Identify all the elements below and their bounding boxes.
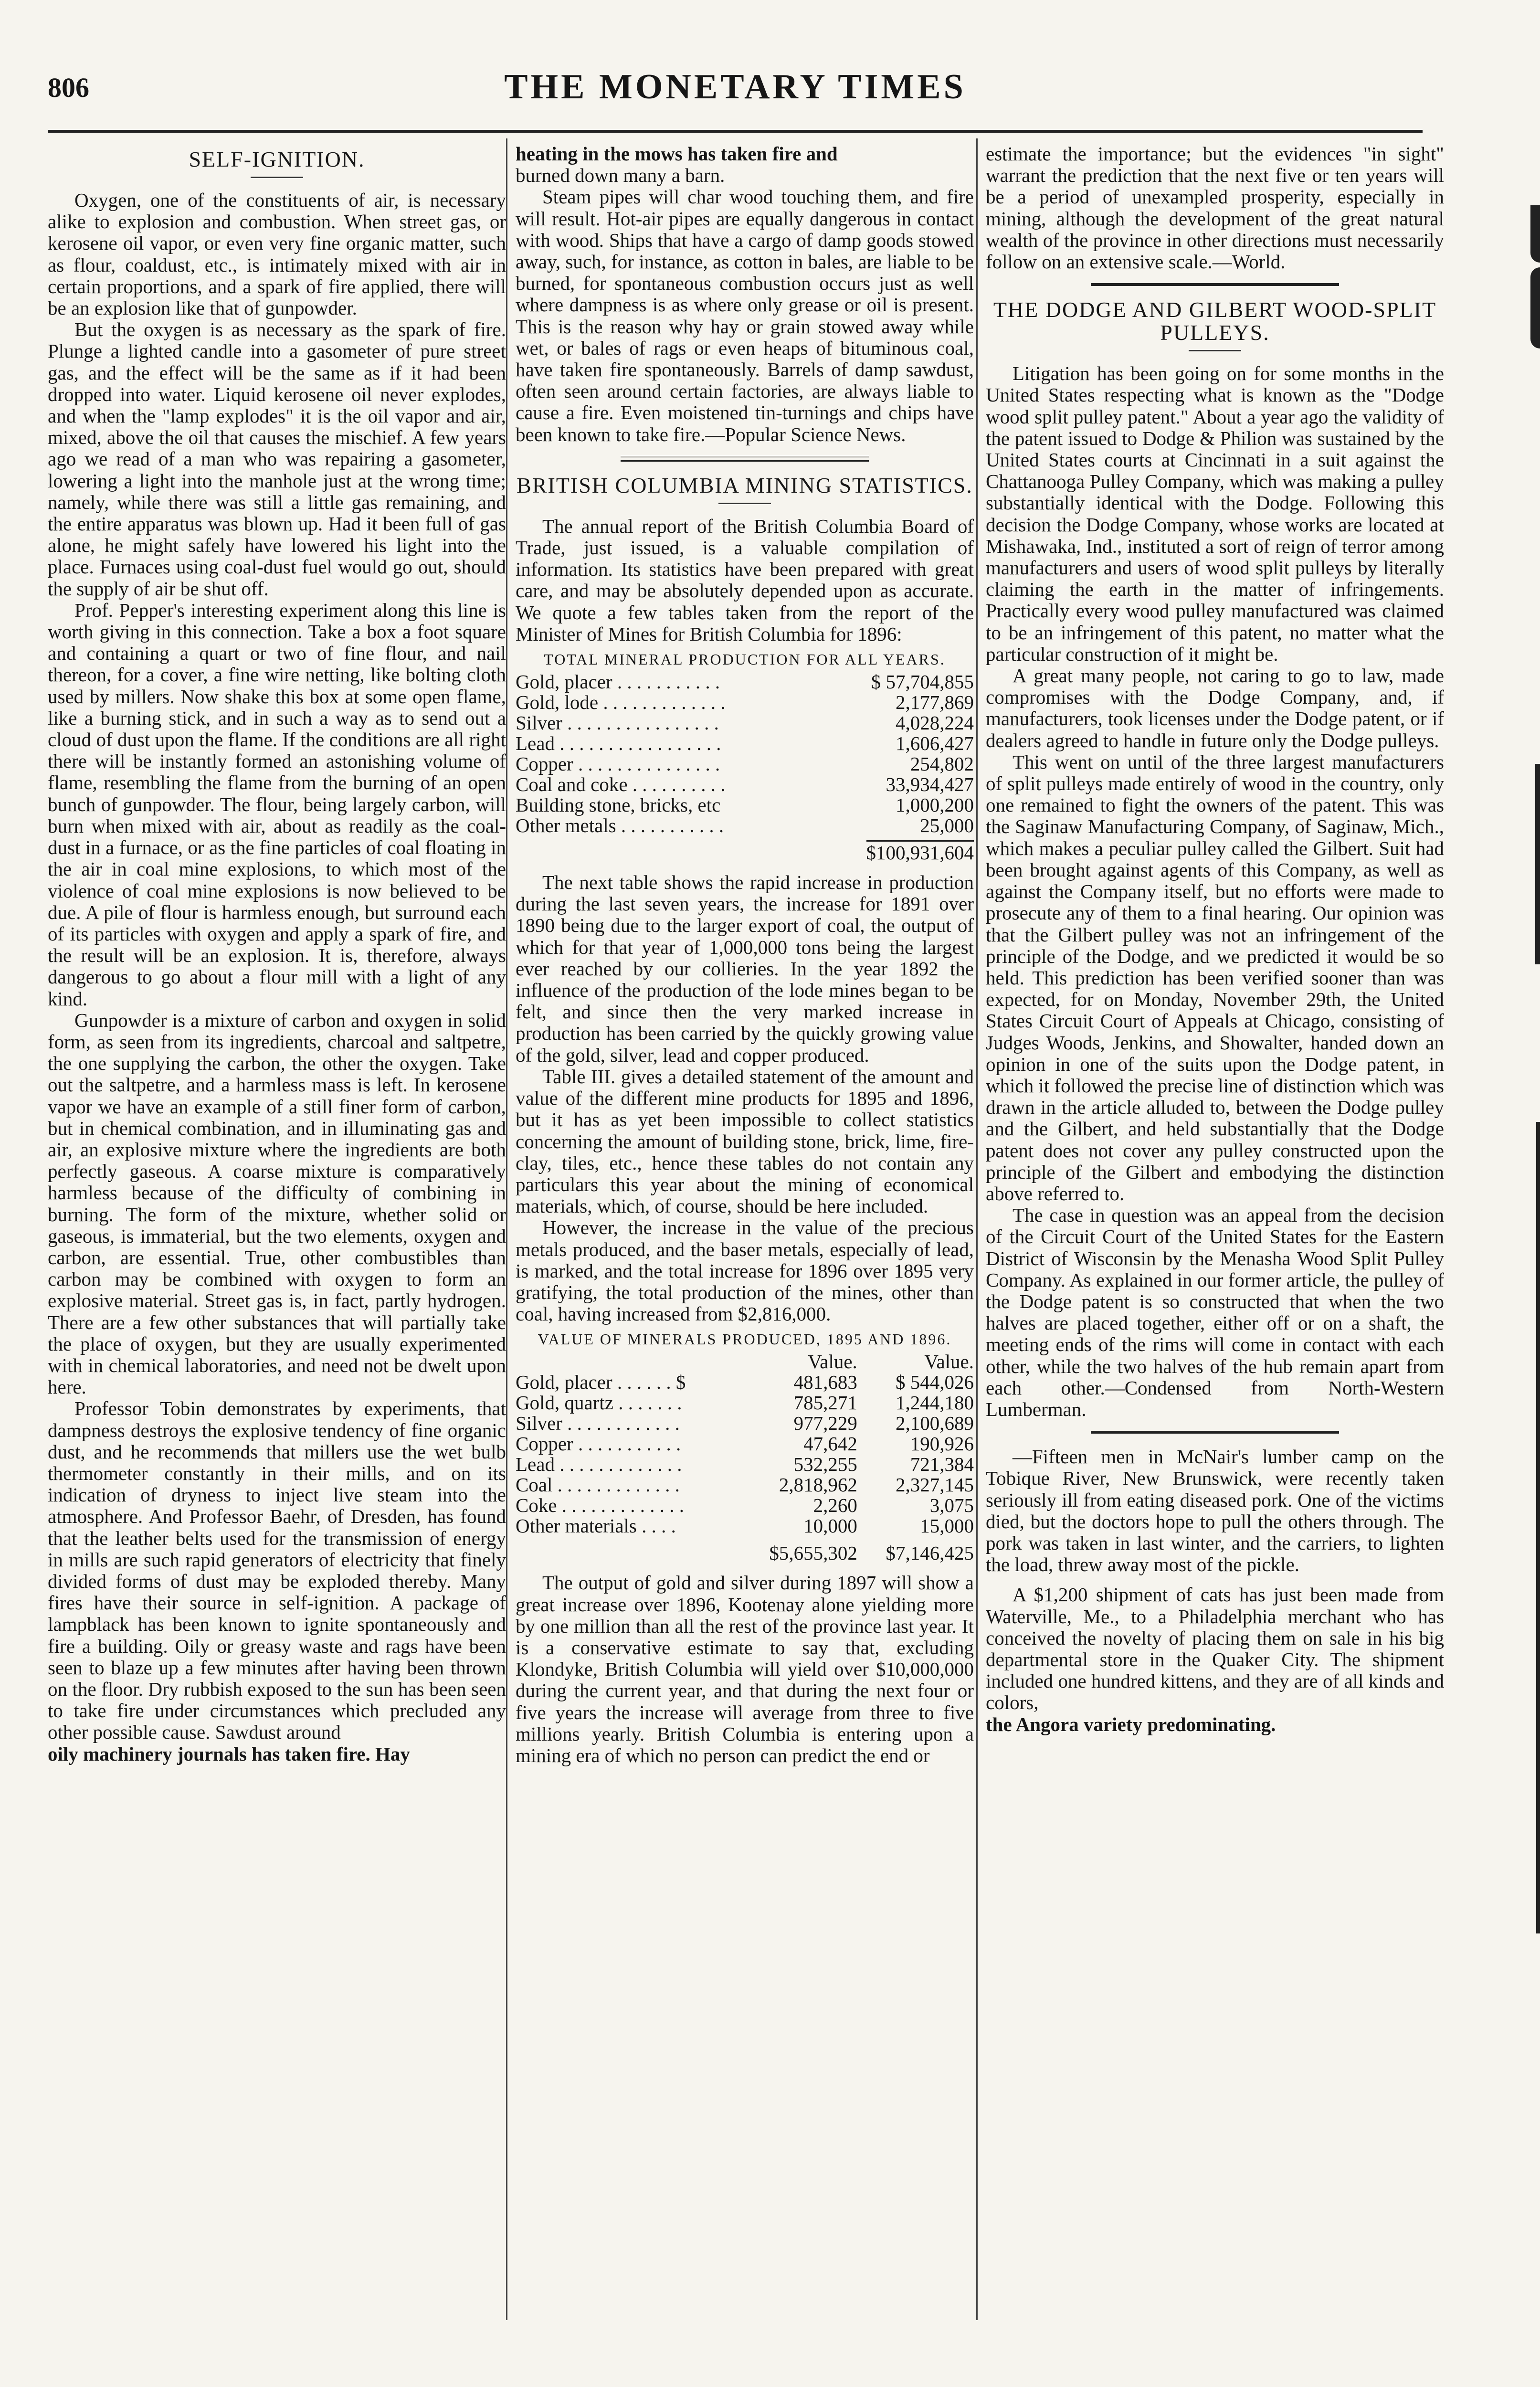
row-value: 1,000,200 xyxy=(896,794,974,816)
news-item: A $1,200 shipment of cats has just been made from Waterville, Me., to a Philadelphia merchant who has conceived the novelty of placing them on sale in his big departmental store in the Quaker City. The shipment included one hundred kittens, and they are of all kinds and colors, xyxy=(986,1584,1444,1714)
title-rule xyxy=(718,503,771,504)
article-title-self-ignition: SELF-IGNITION. xyxy=(189,147,365,171)
row-label: Coal and coke . . . . . . . . . . xyxy=(516,773,726,796)
table-row xyxy=(516,774,974,795)
row-label: Silver . . . . . . . . . . . . xyxy=(516,1412,680,1435)
row-value: 25,000 xyxy=(920,814,974,837)
row-label: Copper . . . . . . . . . . . xyxy=(516,1433,681,1455)
paragraph: The next table shows the rapid increase in production during the last seven years, the increase for 1891 over 1890 being due to the larger export of coal, the output of which for that year of 1,000,000 tons being the largest ever reached by our collieries. In the year 1892 the influence of the production of the lode mines began to be felt, and since then the very marked increase in production has been carried by the quickly growing value of the gold, silver, lead and copper produced. xyxy=(516,871,974,1066)
row-value: 2,327,145 xyxy=(896,1474,974,1496)
table-total: $100,931,604 xyxy=(866,840,974,864)
header-rule xyxy=(48,130,1423,133)
table-row xyxy=(516,1475,974,1495)
scan-edge-mark xyxy=(1535,764,1540,964)
row-label: Coal . . . . . . . . . . . . . xyxy=(516,1474,680,1496)
article-separator xyxy=(1091,283,1339,286)
column-divider-2 xyxy=(976,138,978,2320)
title-rule xyxy=(1189,350,1241,351)
column-2 xyxy=(516,143,974,1766)
table-row xyxy=(516,1413,974,1434)
row-value: 2,100,689 xyxy=(896,1412,974,1435)
paragraph: Table III. gives a detailed statement of the amount and value of the different mine products for 1895 and 1896, but it has as yet been impossible to collect statistics concerning the amount of building stone, brick, lime, fire-clay, tiles, etc., hence these tables do not contain any particulars this year about the mining of economical materials, which, of course, should be here included. xyxy=(516,1065,974,1217)
column-header: Value. xyxy=(808,1351,857,1373)
paragraph: The annual report of the British Columbia Board of Trade, just issued, is a valuable compilation of information. Its statistics have been prepared with great care, and may be absolutely depended upon as accurate. We quote a few tables taken from the report of the Minister of Mines for British Columbia for 1896: xyxy=(516,515,974,645)
article-separator xyxy=(621,456,869,462)
row-label: Copper . . . . . . . . . . . . . . . xyxy=(516,753,720,775)
table-row xyxy=(516,692,974,713)
table-row xyxy=(516,795,974,815)
column-divider-1 xyxy=(506,138,507,2320)
article-title-bc-mining: BRITISH COLUMBIA MINING STATISTICS. xyxy=(517,473,973,497)
table-row xyxy=(516,754,974,774)
row-value: $ 57,704,855 xyxy=(871,671,974,693)
paragraph-continued-bold: oily machinery journals has taken fire. Hay xyxy=(48,1743,410,1765)
row-value: 2,260 xyxy=(813,1494,857,1517)
article-separator xyxy=(1091,1431,1339,1434)
row-value: 4,028,224 xyxy=(896,712,974,734)
row-value: 254,802 xyxy=(910,753,974,775)
table-row xyxy=(516,713,974,733)
table-row xyxy=(516,1393,974,1413)
page-header xyxy=(48,67,1423,129)
row-value: $ 544,026 xyxy=(896,1371,974,1394)
paragraph: Gunpowder is a mixture of carbon and oxygen in solid form, as seen from its ingredients, charcoal and saltpetre, the one supplying the carbon, the other the oxygen. Take out the saltpetre, and a harmless mass is left. In kerosene vapor we have an example of a still finer form of carbon, but in chemical combination, and in illuminating gas and air, an explosive mixture where the ingredients are both perfectly gaseous. A coarse mixture is comparatively harmless because of the difficulty of combining in burning. The form of the mixture, whether solid or gaseous, is immaterial, but the two elements, oxygen and carbon, are essential. True, other combustibles than carbon may be combined with oxygen to form an explosive material. Street gas is, in fact, partly hydrogen. There are a few other substances that will partially take the place of oxygen, but they are usually experimented with in chemical laboratories, and need not be dwelt upon here. xyxy=(48,1009,506,1398)
row-value: 3,075 xyxy=(929,1494,974,1517)
table-row xyxy=(516,1372,974,1393)
scan-edge-mark xyxy=(1530,205,1540,263)
table-total-1895: $5,655,302 xyxy=(769,1542,857,1564)
row-label: Gold, quartz . . . . . . . xyxy=(516,1392,682,1414)
table-caption: VALUE OF MINERALS PRODUCED, 1895 AND 1896. xyxy=(538,1331,952,1348)
row-label: Building stone, bricks, etc xyxy=(516,794,721,816)
table-row xyxy=(516,672,974,692)
table-row xyxy=(516,1454,974,1475)
paragraph: The output of gold and silver during 1897 will show a great increase over 1896, Kootenay alone yielding more by one million than all the rest of the province last year. It is a conservative estimate to say that, excluding Klondyke, British Columbia will yield over $10,000,000 during the current year, and that during the next four or five years the increase will average from three to five millions yearly. British Columbia is entering upon a mining era of which no person can predict the end or xyxy=(516,1572,974,1766)
table-row xyxy=(516,1434,974,1454)
table-caption: TOTAL MINERAL PRODUCTION FOR ALL YEARS. xyxy=(544,651,946,668)
continued-text: estimate the importance; but the evidences "in sight" warrant the prediction that the next five or ten years will be a period of unexampled prosperity, especially in mining, although the development of the great natural wealth of the province in other directions must necessarily follow on an extensive scale.—World. xyxy=(986,143,1444,273)
paragraph: Steam pipes will char wood touching them, and fire will result. Hot-air pipes are equally dangerous in contact with wood. Ships that have a cargo of damp goods stowed away, such, for instance, as cotton in bales, are liable to be burned, for spontaneous combustion occurs just as well where dampness is as where only grease or oil is present. This is the reason why hay or grain stowed away while wet, or bales of rags or even heaps of bituminous coal, have taken fire spontaneously. Barrels of damp sawdust, often seen around certain factories, are always liable to cause a fire. Even moistened tin-turnings and chips have been known to take fire.—Popular Science News. xyxy=(516,186,974,445)
table-row xyxy=(516,733,974,754)
row-label: Other metals . . . . . . . . . . . xyxy=(516,814,724,837)
total-production-table xyxy=(516,672,974,863)
row-value: 190,926 xyxy=(910,1433,974,1455)
row-label: Other materials . . . . xyxy=(516,1515,676,1537)
title-rule xyxy=(251,177,303,178)
page-number: 806 xyxy=(48,72,89,103)
paragraph: This went on until of the three largest manufacturers of split pulleys made entirely of wood in the country, only one remained to fight the owners of the patent. This was the Saginaw Manufacturing Company, of Saginaw, Mich., which makes a peculiar pulley called the Gilbert. Suit had been brought against agents of this Company, as well as against the Company itself, but no efforts were made to prosecute any of them to a final hearing. Our opinion was that the Gilbert pulley was not an infringement of the principle of the Dodge, and we predicted it would be so held. This prediction has been verified sooner than was expected, for on Monday, November 29th, the United States Circuit Court of Appeals at Chicago, consisting of Judges Woods, Jenkins, and Showalter, handed down an opinion in one of the suits upon the Dodge patent, in which it followed the precise line of distinction which was drawn in the article alluded to, between the Dodge pulley and the Gilbert, and held substantially that the Dodge patent does not cover any pulley constructed upon the principle of the Gilbert and embodying the distinction above referred to. xyxy=(986,750,1444,1204)
news-item-bold-tail: the Angora variety predominating. xyxy=(986,1713,1276,1735)
column-header: Value. xyxy=(924,1351,974,1373)
column-3 xyxy=(986,143,1444,1735)
row-value: 481,683 xyxy=(793,1371,857,1394)
table-row xyxy=(516,1495,974,1516)
table-total-1896: $7,146,425 xyxy=(886,1542,974,1564)
row-value: 1,606,427 xyxy=(896,732,974,755)
row-value: 33,934,427 xyxy=(886,773,974,796)
row-label: Gold, placer . . . . . . $ xyxy=(516,1371,686,1394)
row-value: 10,000 xyxy=(803,1515,857,1537)
masthead-title: THE MONETARY TIMES xyxy=(504,67,966,106)
row-label: Gold, lode . . . . . . . . . . . . . xyxy=(516,691,726,714)
paragraph: Litigation has been going on for some months in the United States respecting what is known as the "Dodge wood split pulley patent." About a year ago the validity of the patent issued to Dodge & Philion was sustained by the United States courts at Cincinnati in a suit against the Chattanooga Pulley Company, which was making a pulley substantially identical with the Dodge. Following this decision the Dodge Company, whose works are located at Mishawaka, Ind., instituted a sort of reign of terror among manufacturers and users of wood split pulleys by literally claiming the earth in the matter of infringements. Practically every wood pulley manufactured was claimed to be an infringement of this patent, no matter what the particular construction of it might be. xyxy=(986,362,1444,665)
row-value: 785,271 xyxy=(793,1392,857,1414)
scan-edge-mark xyxy=(1530,267,1540,349)
row-value: 2,177,869 xyxy=(896,691,974,714)
paragraph: But the oxygen is as necessary as the spark of fire. Plunge a lighted candle into a gasometer of pure street gas, and the effect will be the same as if it had been dropped into water. Liquid kerosene oil never explodes, and when the "lamp explodes" it is the oil vapor and air, mixed, above the oil that causes the mischief. A few years ago we read of a man who was repairing a gasometer, lowering a light into the manhole just at the wrong time; namely, while there was still a little gas remaining, and the entire apparatus was blown up. Had it been full of gas alone, he might safely have lowered his light into the place. Furnaces using coal-dust fuel would go out, should the supply of air be shut off. xyxy=(48,318,506,600)
row-label: Coke . . . . . . . . . . . . . xyxy=(516,1494,685,1517)
row-label: Lead . . . . . . . . . . . . . . . . . xyxy=(516,732,721,755)
paragraph: The case in question was an appeal from the decision of the Circuit Court of the United States for the Eastern District of Wisconsin by the Menasha Wood Split Pulley Company. As explained in our former article, the pulley of the Dodge patent is so constructed that when the two halves are placed together, either off or on a shaft, the meeting ends of the rims will come in contact with each other, while the two halves of the hub remain apart from each other.—Condensed from North-Western Lumberman. xyxy=(986,1204,1444,1420)
row-value: 2,818,962 xyxy=(779,1474,857,1496)
row-label: Lead . . . . . . . . . . . . . xyxy=(516,1453,682,1476)
row-value: 47,642 xyxy=(803,1433,857,1455)
article-title-dodge-gilbert: THE DODGE AND GILBERT WOOD-SPLIT PULLEYS. xyxy=(993,297,1437,345)
paragraph: However, the increase in the value of the precious metals produced, and the baser metals, especially of lead, is marked, and the total increase for 1896 over 1895 very gratifying, the total production of the mines, other than coal, having increased from $2,816,000. xyxy=(516,1216,974,1325)
table-row xyxy=(516,1516,974,1536)
row-value: 15,000 xyxy=(920,1515,974,1537)
row-label: Gold, placer . . . . . . . . . . . xyxy=(516,671,720,693)
paragraph: Professor Tobin demonstrates by experiments, that dampness destroys the explosive tendency of fine organic dust, and he recommends that millers use the wet bulb thermometer constantly in their mills, and on its indication of dryness to inject live steam into the atmosphere. And Professor Baehr, of Dresden, has found that the leather belts used for the transmission of energy in mills are such rapid generators of electricity that finely divided forms of dust may be exploded thereby. Many fires have their source in self-ignition. A package of lampblack has been known to ignite spontaneously and fire a building. Oily or greasy waste and rags have been seen to blaze up a few minutes after having been thrown on the floor. Dry rubbish exposed to the sun has been seen to take fire under circumstances which precluded any other possible cause. Sawdust around xyxy=(48,1397,506,1743)
minerals-value-table xyxy=(516,1352,974,1563)
row-value: 1,244,180 xyxy=(896,1392,974,1414)
paragraph: A great many people, not caring to go to law, made compromises with the Dodge Company, and, if manufacturers, took licenses under the Dodge patent, or if dealers agreed to handle in future only the Dodge pulleys. xyxy=(986,665,1444,751)
continued-text-bold: heating in the mows has taken fire and xyxy=(516,143,838,165)
row-value: 532,255 xyxy=(793,1453,857,1476)
paragraph: Oxygen, one of the constituents of air, is necessary alike to explosion and combustion. When street gas, or kerosene oil vapor, or even very fine organic matter, such as flour, coaldust, etc., is intimately mixed with air in certain proportions, and a spark of fire applied, there will be an explosion like that of gunpowder. xyxy=(48,189,506,319)
continued-text: burned down many a barn. xyxy=(516,164,725,187)
paragraph: Prof. Pepper's interesting experiment along this line is worth giving in this connection. Take a box a foot square and containing a quart or two of fine flour, and nail thereon, for a cover, a fine wire netting, like bolting cloth used by millers. Now shake this box at some open flame, like a burning stick, and in such a way as to send out a cloud of dust upon the flame. If the conditions are all right there will be instantly formed an astonishing volume of flame, resembling the flame from the burning of an open bunch of gunpowder. The flour, being largely carbon, will burn when mixed with air, about as readily as the coal-dust in a furnace, or as the fine particles of coal floating in the air in coal mine explosions, to which most of the violence of coal mine explosions is now believed to be due. A pile of flour is harmless enough, but surround each of its particles with oxygen and apply a spark of fire, and the result will be an explosion. It is, therefore, always dangerous to go about a flour mill with a light of any kind. xyxy=(48,599,506,1010)
row-label: Silver . . . . . . . . . . . . . . . . xyxy=(516,712,719,734)
row-value: 977,229 xyxy=(793,1412,857,1435)
row-value: 721,384 xyxy=(910,1453,974,1476)
column-1 xyxy=(48,143,506,1765)
scan-edge-mark xyxy=(1536,1122,1540,1933)
news-item: —Fifteen men in McNair's lumber camp on the Tobique River, New Brunswick, were recently taken seriously ill from eating diseased pork. One of the victims died, but the doctors hope to pull the others through. The pork was taken in last winter, and the carriers, to lighten the load, threw away most of the pickle. xyxy=(986,1446,1444,1576)
table-row xyxy=(516,815,974,836)
